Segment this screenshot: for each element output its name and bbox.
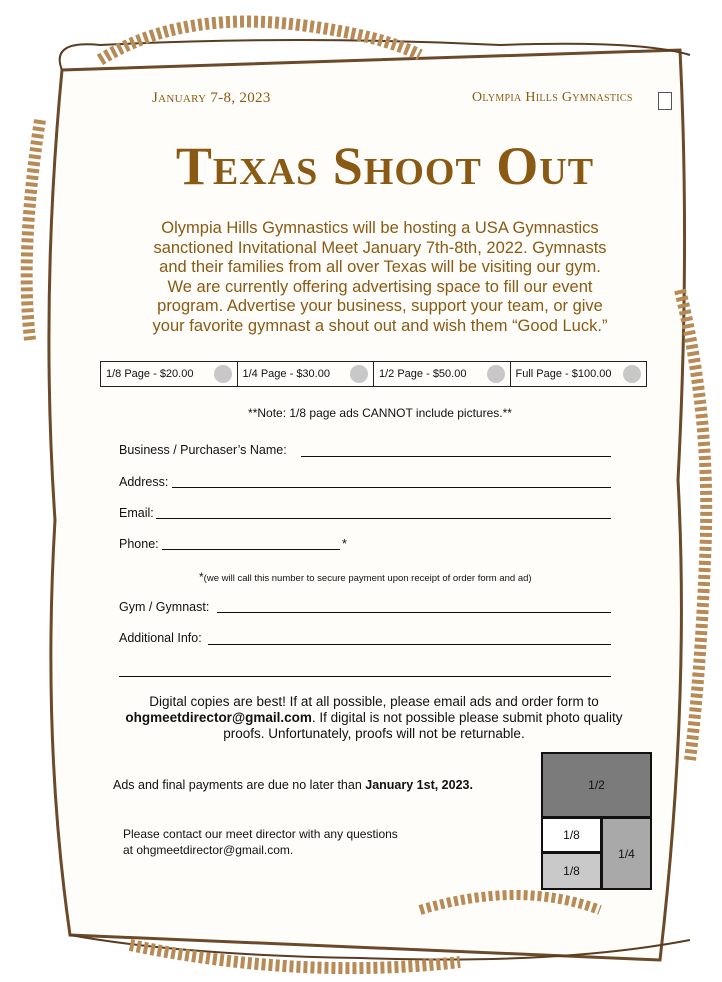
business-label: Business / Purchaser’s Name: [119, 443, 287, 457]
gym-field[interactable] [217, 612, 611, 613]
additional-info-field[interactable] [208, 644, 611, 645]
intro-line: program. Advertise your business, support your team, or give [157, 297, 603, 315]
contact-line: Please contact our meet director with any questions [123, 827, 398, 841]
intro-line: We are currently offering advertising space to fill our event [167, 277, 593, 296]
option-label: 1/8 Page - $20.00 [106, 368, 194, 380]
option-quarter-page[interactable] [238, 361, 375, 387]
org-name: Olympia Hills Gymnastics [472, 90, 633, 105]
radio-button[interactable] [350, 365, 368, 383]
business-field[interactable] [301, 456, 611, 457]
digital-copies-paragraph [100, 694, 648, 742]
required-star: * [342, 537, 347, 551]
radio-button[interactable] [623, 365, 641, 383]
intro-line: sanctioned Invitational Meet January 7th-8th, 2022. Gymnasts [153, 238, 607, 257]
gym-label: Gym / Gymnast: [119, 600, 210, 614]
contact-text [123, 826, 398, 858]
phone-note [199, 570, 532, 584]
deadline-text [113, 778, 473, 792]
note-text: (we will call this number to secure payment upon receipt of order form and ad) [203, 573, 532, 584]
phone-label: Phone: [119, 537, 159, 551]
corner-box-icon [658, 92, 672, 110]
deadline-date: January 1st, 2023. [365, 778, 473, 792]
email-field[interactable] [156, 518, 611, 519]
option-half-page[interactable] [374, 361, 511, 387]
half-page-box: 1/2 [541, 752, 652, 818]
additional-info-label: Additional Info: [119, 631, 202, 645]
intro-paragraph [120, 219, 640, 336]
address-label: Address: [119, 475, 169, 489]
option-label: 1/4 Page - $30.00 [242, 368, 330, 380]
digital-line: proofs. Unfortunately, proofs will not be returnable. [223, 726, 525, 741]
eighth-page-box-top: 1/8 [541, 817, 602, 853]
option-label: 1/2 Page - $50.00 [379, 368, 467, 380]
phone-field[interactable] [162, 549, 340, 550]
note-star: * [199, 570, 204, 584]
option-label: Full Page - $100.00 [515, 368, 612, 380]
email-label: Email: [119, 506, 154, 520]
contact-line: at ohgmeetdirector@gmail.com. [123, 843, 294, 857]
director-email: ohgmeetdirector@gmail.com [125, 710, 312, 725]
option-eighth-page[interactable] [100, 361, 238, 387]
pictures-note: **Note: 1/8 page ads CANNOT include pictures.** [248, 406, 512, 420]
radio-button[interactable] [487, 365, 505, 383]
digital-line: Digital copies are best! If at all possible, please email ads and order form to [149, 694, 599, 709]
radio-button[interactable] [214, 365, 232, 383]
intro-line: and their families from all over Texas will be visiting our gym. [159, 258, 601, 276]
deadline-prefix: Ads and final payments are due no later than [113, 778, 366, 792]
intro-line: Olympia Hills Gymnastics will be hosting a USA Gymnastics [161, 219, 599, 237]
digital-line-rest: . If digital is not possible please submit photo quality [311, 710, 623, 725]
intro-line: your favorite gymnast a shout out and wish them “Good Luck.” [152, 316, 608, 335]
event-date: January 7-8, 2023 [152, 90, 271, 106]
eighth-page-box-bottom: 1/8 [541, 852, 602, 890]
page-title: Texas Shoot Out [175, 136, 595, 196]
address-field[interactable] [172, 487, 611, 488]
digital-line [100, 710, 648, 726]
option-full-page[interactable] [511, 361, 648, 387]
additional-info-line-2[interactable] [119, 676, 611, 677]
ad-size-options [100, 361, 647, 387]
quarter-page-box: 1/4 [601, 817, 652, 890]
